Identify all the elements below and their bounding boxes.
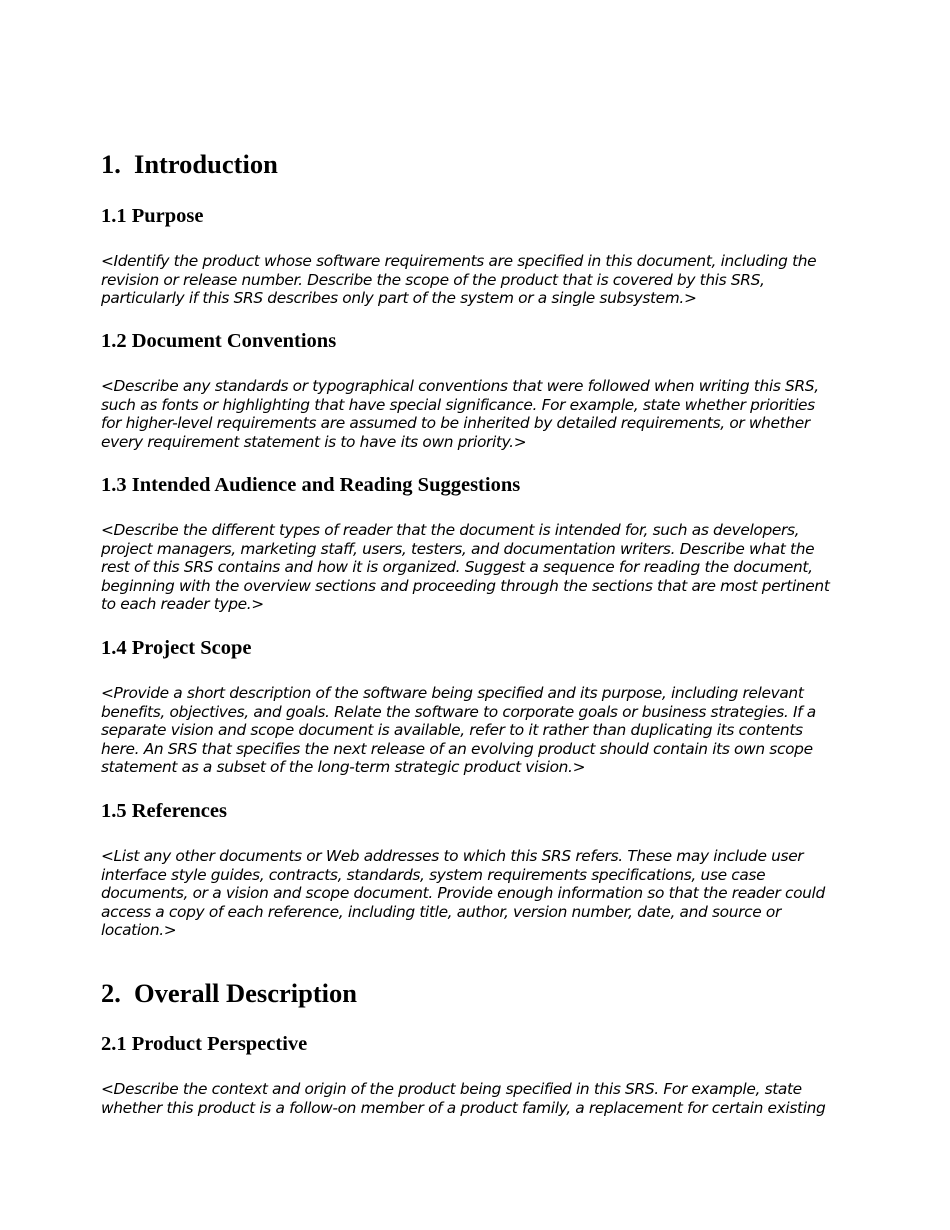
paragraph-purpose: <Identify the product whose software requirements are specified in this document, including the revision or release number. Describe the scope of the product that is covered by this SRS, particularly if this SRS describes only part of the system or a single subsystem.> [101,252,817,308]
subsection-heading-product-perspective: 2.1 Product Perspective [101,1033,308,1055]
paragraph-intended-audience: <Describe the different types of reader that the document is intended for, such as developers, project managers, marketing staff, users, testers, and documentation writers. Describe what the rest of this SRS contains and how it is organized. Suggest a sequence for reading the document, beginning with the overview sections and proceeding through the sections that are most pertinent to each reader type.> [101,521,830,614]
subsection-heading-project-scope: 1.4 Project Scope [101,637,252,659]
subsection-heading-references: 1.5 References [101,800,227,822]
paragraph-references: <List any other documents or Web addresses to which this SRS refers. These may include user interface style guides, contracts, standards, system requirements specifications, use case documents, or a vision and scope document. Provide enough information so that the reader could access a copy of each reference, including title, author, version number, date, and source or location.> [101,847,825,940]
section-heading-introduction: 1. Introduction [101,149,278,179]
subsection-heading-intended-audience: 1.3 Intended Audience and Reading Suggestions [101,474,521,496]
section-heading-overall-description: 2. Overall Description [101,978,357,1008]
subsection-heading-purpose: 1.1 Purpose [101,205,204,227]
subsection-heading-document-conventions: 1.2 Document Conventions [101,330,337,352]
paragraph-document-conventions: <Describe any standards or typographical conventions that were followed when writing this SRS, such as fonts or highlighting that have special significance. For example, state whether priorities for higher-level requirements are assumed to be inherited by detailed requirements, or whether every requirement statement is to have its own priority.> [101,377,819,451]
paragraph-project-scope: <Provide a short description of the software being specified and its purpose, including relevant benefits, objectives, and goals. Relate the software to corporate goals or business strategies. If a separate vision and scope document is available, refer to it rather than duplicating its contents here. An SRS that specifies the next release of an evolving product should contain its own scope statement as a subset of the long-term strategic product vision.> [101,684,816,777]
paragraph-product-perspective: <Describe the context and origin of the product being specified in this SRS. For example, state whether this product is a follow-on member of a product family, a replacement for certain existing [101,1080,826,1117]
